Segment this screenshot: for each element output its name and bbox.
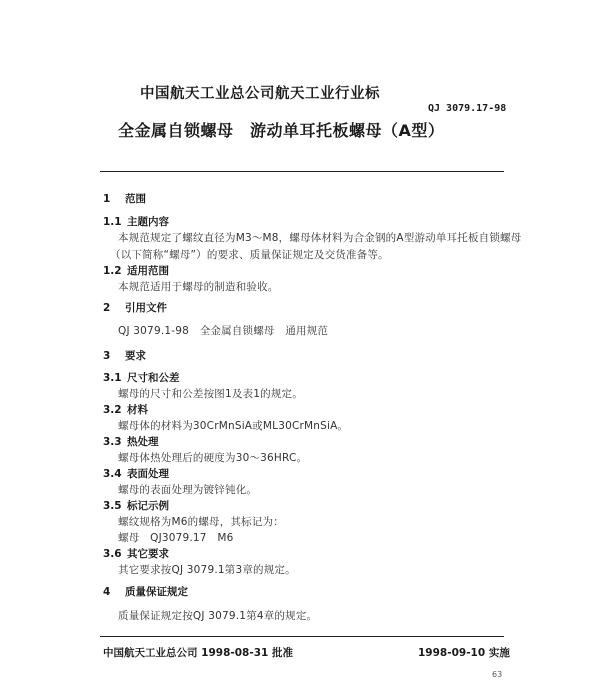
section-3-3-heading: 3.3 热处理 [103,436,159,448]
section-4-heading: 4 质量保证规定 [103,586,188,598]
document-title: 全金属自锁螺母 游动单耳托板螺母（A型） [118,121,445,140]
section-1-1-text-line2: （以下简称“螺母”）的要求、质量保证规定及交货准备等。 [110,249,389,261]
section-3-5-text-line1: 螺纹规格为M6的螺母，其标记为： [118,516,284,528]
section-3-5-heading: 3.5 标记示例 [103,500,169,512]
section-2-heading: 2 引用文件 [103,302,167,314]
section-3-1-text: 螺母的尺寸和公差按图1及表1的规定。 [118,388,303,400]
header-rule [100,171,504,172]
section-3-4-heading: 3.4 表面处理 [103,468,169,480]
section-1-1-text-line1: 本规范规定了螺纹直径为M3～M8，螺母体材料为合金钢的A型游动单耳托板自锁螺母 [118,232,522,244]
section-3-3-text: 螺母体热处理后的硬度为30～36HRC。 [118,452,308,464]
section-3-1-heading: 3.1 尺寸和公差 [103,372,180,384]
section-2-reference: QJ 3079.1-98 全金属自锁螺母 通用规范 [118,325,329,337]
approval-line: 中国航天工业总公司 1998-08-31 批准 [103,647,293,659]
section-3-2-heading: 3.2 材料 [103,404,148,416]
section-3-6-text: 其它要求按QJ 3079.1第3章的规定。 [118,564,296,576]
section-3-5-marking-example: 螺母 QJ3079.17 M6 [118,532,234,544]
section-1-2-heading: 1.2 适用范围 [103,265,169,277]
section-3-heading: 3 要求 [103,350,146,362]
section-3-6-heading: 3.6 其它要求 [103,548,169,560]
standard-number: QJ 3079.17-98 [428,103,507,114]
footer-rule [100,636,504,637]
section-3-4-text: 螺母的表面处理为镀锌钝化。 [118,484,258,496]
implementation-date: 1998-09-10 实施 [418,647,510,659]
section-4-text: 质量保证规定按QJ 3079.1第4章的规定。 [118,610,318,622]
section-1-heading: 1 范围 [103,193,146,205]
section-3-2-text: 螺母体的材料为30CrMnSiA或ML30CrMnSiA。 [118,420,349,432]
section-1-1-heading: 1.1 主题内容 [103,216,169,228]
issuing-organization: 中国航天工业总公司航天工业行业标 [140,86,380,102]
section-1-2-text: 本规范适用于螺母的制造和验收。 [118,281,279,293]
page-number: 63 [492,670,503,679]
